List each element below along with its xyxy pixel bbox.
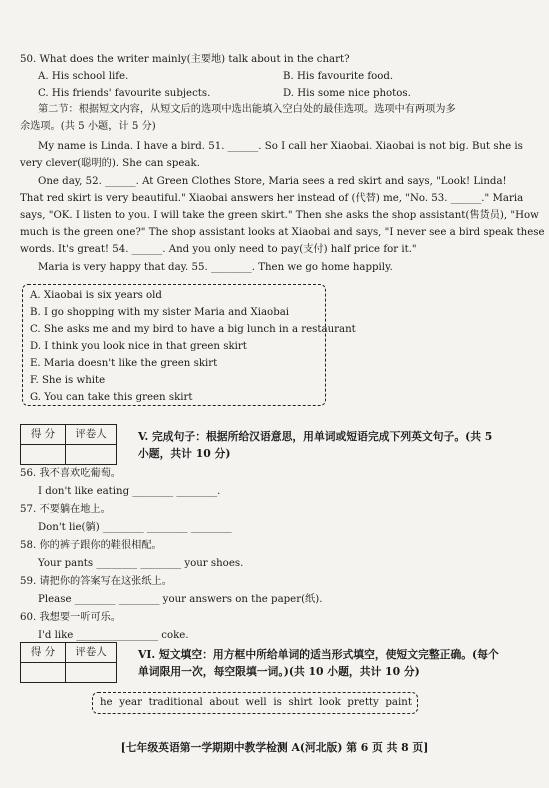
option-d: D. I think you look nice in that green skirt (30, 341, 247, 352)
passage-line: very clever(聪明的). She can speak. (20, 158, 200, 169)
option-f: F. She is white (30, 375, 106, 386)
q59-chinese: 59. 请把你的答案写在这张纸上。 (20, 576, 172, 587)
word-bank-item: is (273, 697, 282, 708)
q59-english[interactable]: Please ________ ________ your answers on the paper(纸). (38, 594, 323, 605)
q50-option-b: B. His favourite food. (283, 71, 394, 82)
score-cell[interactable] (21, 663, 66, 683)
word-bank (100, 697, 412, 710)
word-bank-item: paint (385, 697, 412, 708)
word-bank-item: look (319, 697, 341, 708)
score-table-v (20, 424, 117, 465)
grader-header: 评卷人 (66, 425, 117, 445)
word-bank-item: year (119, 697, 142, 708)
section5-title-line2: 小题，共计 10 分) (138, 447, 231, 460)
option-e: E. Maria doesn't like the green skirt (30, 358, 218, 369)
grader-header: 评卷人 (66, 643, 117, 663)
passage-line: says, "OK. I listen to you. I will take the green skirt." Then she asks the shop assistant(售货员), "How (20, 210, 539, 221)
score-header: 得 分 (21, 643, 66, 663)
word-bank-item: shirt (288, 697, 313, 708)
grader-cell[interactable] (66, 663, 117, 683)
q50-option-d: D. His some nice photos. (283, 88, 411, 99)
section5-title-line1: V. 完成句子：根据所给汉语意思，用单词或短语完成下列英文句子。(共 5 (138, 430, 493, 443)
score-table-vi (20, 642, 117, 683)
section2-instruction-line2: 余选项。(共 5 小题，计 5 分) (20, 121, 156, 132)
q56-chinese: 56. 我不喜欢吃葡萄。 (20, 468, 121, 479)
q58-english[interactable]: Your pants ________ ________ your shoes. (38, 558, 244, 569)
q60-english[interactable]: I'd like ________________ coke. (38, 630, 189, 641)
passage-line: much is the green one?" The shop assistant looks at Xiaobai and says, "I never see a bird speak these (20, 227, 545, 238)
word-bank-item: traditional (148, 697, 203, 708)
q56-english[interactable]: I don't like eating ________ ________. (38, 486, 221, 497)
score-cell[interactable] (21, 445, 66, 465)
section6-title-line1: VI. 短文填空：用方框中所给单词的适当形式填空，使短文完整正确。(每个 (138, 648, 499, 661)
option-a: A. Xiaobai is six years old (30, 290, 162, 301)
passage-line: That red skirt is very beautiful." Xiaobai answers her instead of (代替) me, "No. 53. ______." Maria (20, 193, 524, 204)
passage-line: One day, 52. ______. At Green Clothes Store, Maria sees a red skirt and says, "Look! Linda! (38, 176, 507, 187)
word-bank-item: about (209, 697, 239, 708)
word-bank-item: well (245, 697, 267, 708)
grader-cell[interactable] (66, 445, 117, 465)
section6-title-line2: 单词限用一次，每空限填一词。)(共 10 小题，共计 10 分) (138, 665, 420, 678)
passage-line: words. It's great! 54. ______. And you only need to pay(支付) half price for it." (20, 244, 417, 255)
q57-english[interactable]: Don't lie(躺) ________ ________ ________ (38, 522, 232, 533)
q50-option-a: A. His school life. (38, 71, 129, 82)
passage-line: Maria is very happy that day. 55. ________. Then we go home happily. (38, 262, 393, 273)
word-bank-item: pretty (347, 697, 379, 708)
q50-option-c: C. His friends' favourite subjects. (38, 88, 211, 99)
passage-line: My name is Linda. I have a bird. 51. ______. So I call her Xiaobai. Xiaobai is not big. But she is (38, 141, 523, 152)
section2-instruction-line1: 第二节：根据短文内容，从短文后的选项中选出能填入空白处的最佳选项。选项中有两项为多 (38, 104, 456, 115)
q57-chinese: 57. 不要躺在地上。 (20, 504, 111, 515)
score-header: 得 分 (21, 425, 66, 445)
page-footer: [七年级英语第一学期期中教学检测 A(河北版) 第 6 页 共 8 页] (120, 741, 429, 754)
option-c: C. She asks me and my bird to have a big lunch in a restaurant (30, 324, 356, 335)
q58-chinese: 58. 你的裤子跟你的鞋很相配。 (20, 540, 162, 551)
q60-chinese: 60. 我想要一听可乐。 (20, 612, 121, 623)
option-g: G. You can take this green skirt (30, 392, 193, 403)
word-bank-item: he (100, 697, 113, 708)
option-b: B. I go shopping with my sister Maria and Xiaobai (30, 307, 290, 318)
q50-question: 50. What does the writer mainly(主要地) talk about in the chart? (20, 54, 350, 65)
